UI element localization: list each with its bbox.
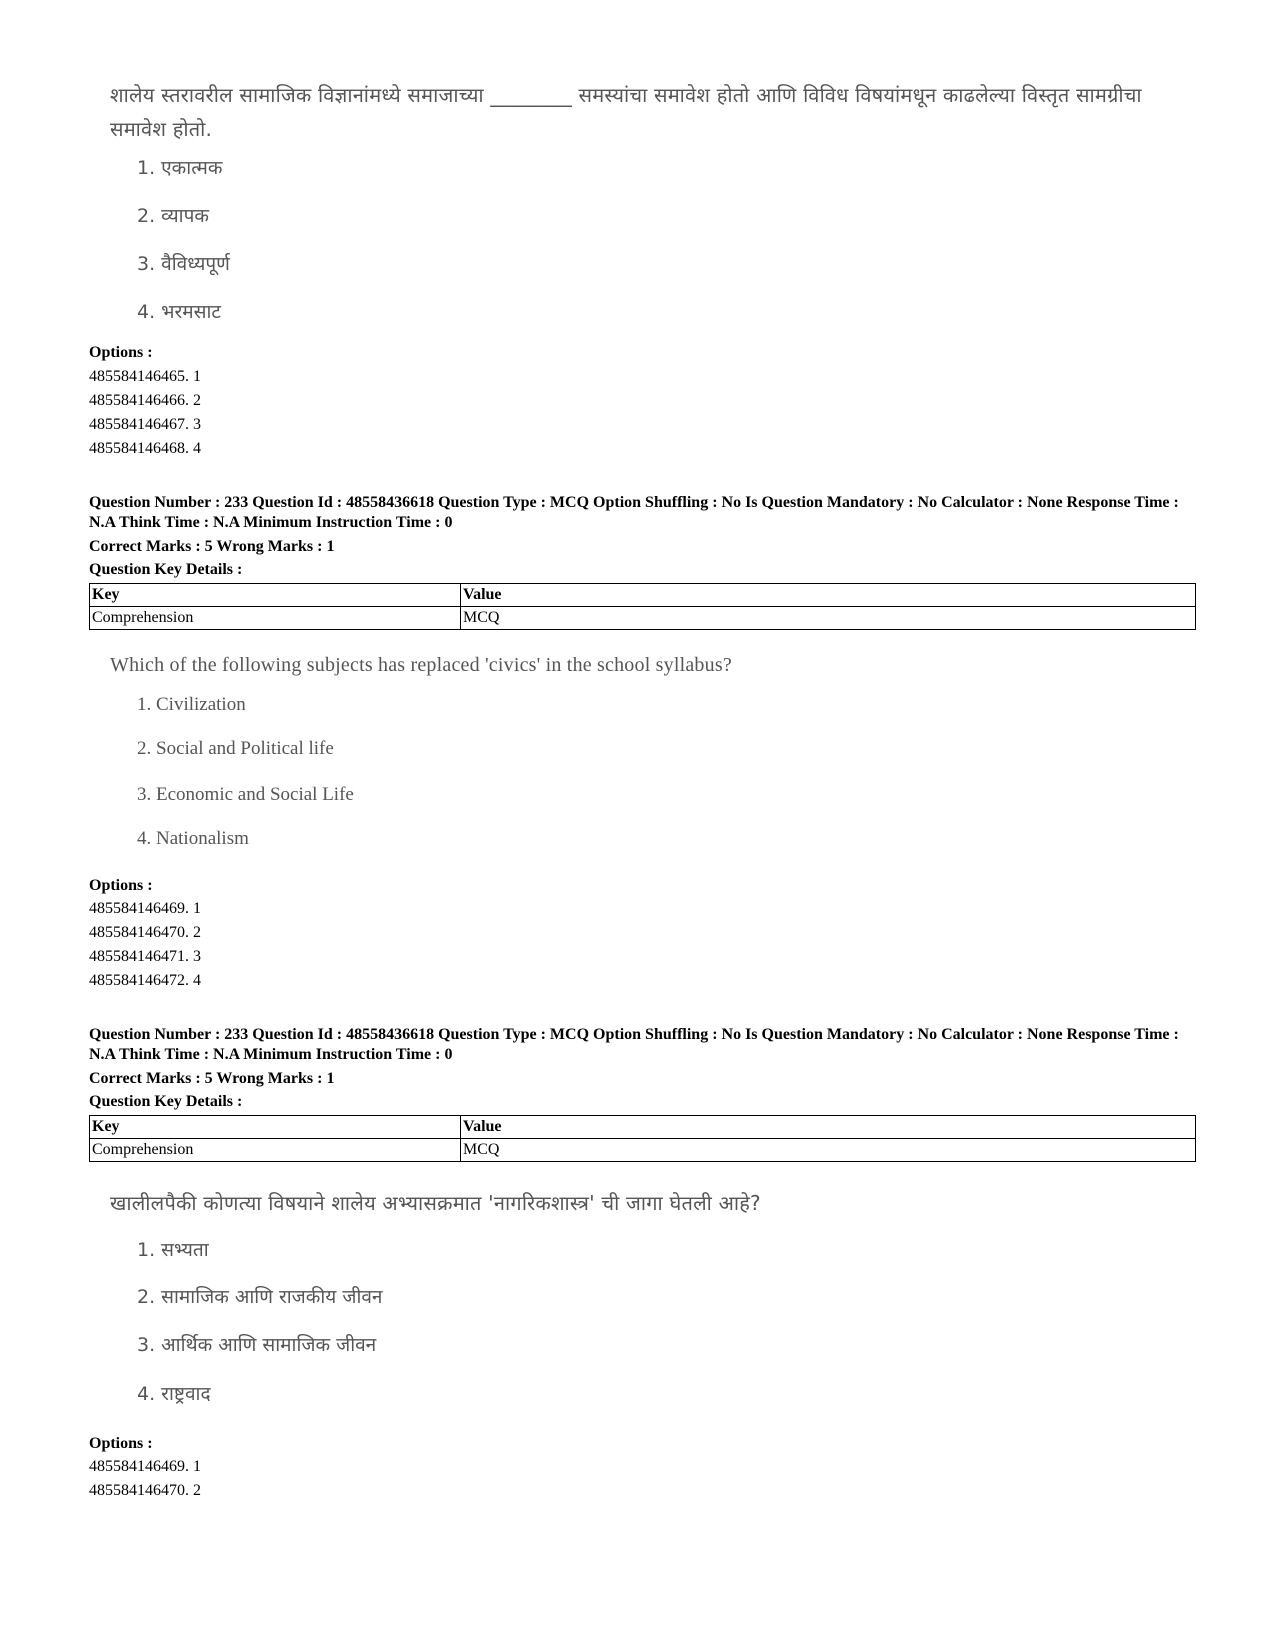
table-cell-value: MCQ	[461, 1139, 1196, 1162]
key-details-table	[89, 1115, 1196, 1162]
table-header-value: Value	[461, 1116, 1196, 1139]
question-image-english	[110, 648, 1200, 849]
table-cell-key: Comprehension	[90, 607, 461, 630]
option-id-2: 485584146470. 2	[89, 924, 201, 941]
option-id-1: 485584146469. 1	[89, 1458, 201, 1475]
choice-3: 3. वैविध्यपूर्ण	[137, 253, 230, 275]
question-text: Which of the following subjects has replaced 'civics' in the school syllabus?	[110, 654, 732, 676]
choice-1: 1. सभ्यता	[137, 1239, 209, 1261]
table-header-key: Key	[90, 584, 461, 607]
option-id-2: 485584146466. 2	[89, 392, 201, 409]
option-id-1: 485584146469. 1	[89, 900, 201, 917]
table-header-value: Value	[461, 584, 1196, 607]
key-details-table	[89, 583, 1196, 630]
question-image-marathi-1	[110, 78, 1200, 323]
choice-4: 4. भरमसाट	[137, 301, 221, 323]
choice-3: 3. Economic and Social Life	[137, 784, 354, 805]
choice-2: 2. Social and Political life	[137, 738, 334, 759]
options-label: Options :	[89, 877, 153, 894]
question-meta: Question Number : 233 Question Id : 48558436618 Question Type : MCQ Option Shuffling : No Is Question Mandatory : No Calculator : None Response Time : N.A Think Time : N.A Minimum Instruction Time : 0	[89, 1026, 1179, 1063]
option-id-4: 485584146468. 4	[89, 440, 201, 457]
question-meta: Question Number : 233 Question Id : 48558436618 Question Type : MCQ Option Shuffling : No Is Question Mandatory : No Calculator : None Response Time : N.A Think Time : N.A Minimum Instruction Time : 0	[89, 494, 1179, 531]
choice-3: 3. आर्थिक आणि सामाजिक जीवन	[137, 1334, 377, 1356]
option-id-1: 485584146465. 1	[89, 368, 201, 385]
choice-2: 2. व्यापक	[137, 205, 209, 227]
choice-4: 4. Nationalism	[137, 828, 249, 849]
option-id-4: 485584146472. 4	[89, 972, 201, 989]
choice-4: 4. राष्ट्रवाद	[137, 1383, 211, 1405]
question-text: खालीलपैकी कोणत्या विषयाने शालेय अभ्यासक्रमात 'नागरिकशास्त्र' ची जागा घेतली आहे?	[110, 1191, 761, 1215]
options-label: Options :	[89, 344, 153, 361]
choice-1: 1. Civilization	[137, 694, 246, 715]
key-details-label: Question Key Details :	[89, 1093, 243, 1110]
table-cell-key: Comprehension	[90, 1139, 461, 1162]
marks-line: Correct Marks : 5 Wrong Marks : 1	[89, 1070, 335, 1087]
question-image-marathi-2	[110, 1186, 1200, 1405]
table-cell-value: MCQ	[461, 607, 1196, 630]
choice-1: 1. एकात्मक	[137, 157, 223, 179]
options-label: Options :	[89, 1435, 153, 1452]
marks-line: Correct Marks : 5 Wrong Marks : 1	[89, 538, 335, 555]
key-details-label: Question Key Details :	[89, 561, 243, 578]
option-id-2: 485584146470. 2	[89, 1482, 201, 1499]
question-text: शालेय स्तरावरील सामाजिक विज्ञानांमध्ये समाजाच्या ________ समस्यांचा समावेश होतो आणि विविध विषयांमधून काढलेल्या विस्तृत सामग्रीचा समावेश होतो.	[110, 83, 1142, 141]
option-id-3: 485584146471. 3	[89, 948, 201, 965]
choice-2: 2. सामाजिक आणि राजकीय जीवन	[137, 1286, 383, 1308]
option-id-3: 485584146467. 3	[89, 416, 201, 433]
table-header-key: Key	[90, 1116, 461, 1139]
